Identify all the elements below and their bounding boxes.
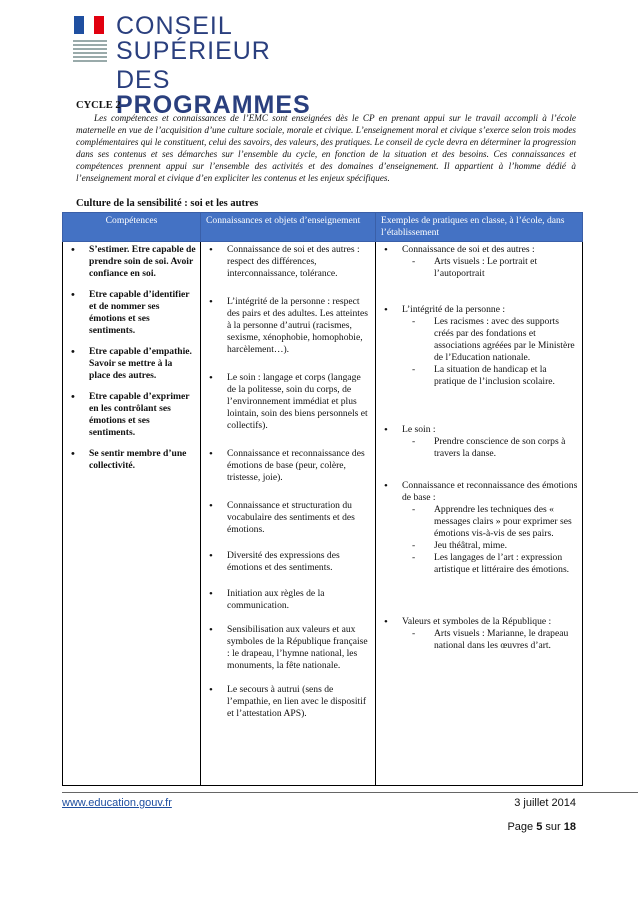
- connaissance-item: • Connaissance et structuration du vocabulaire des sentiments et des émotions.: [205, 500, 371, 536]
- exemple-label: • L’intégrité de la personne :: [402, 304, 506, 315]
- connaissance-item: • L’intégrité de la personne : respect des pairs et des adultes. Les atteintes à la personne d’autrui (racismes, sexisme, xénophobie, homophobie, harcèlement…).: [205, 296, 371, 356]
- exemple-sublist: [402, 628, 578, 652]
- page-label: Page: [507, 821, 534, 833]
- section-title: Culture de la sensibilité : soi et les autres: [76, 198, 259, 209]
- competences-table: [62, 212, 583, 786]
- header-competences: Compétences: [63, 213, 201, 242]
- connaissance-item: • Le secours à autrui (sens de l’empathie, en lien avec le dispositif et l’attestation APS).: [205, 684, 371, 720]
- connaissance-item: • Initiation aux règles de la communication.: [205, 588, 371, 612]
- exemple-item: [380, 244, 578, 280]
- exemple-subitem: - Prendre conscience de son corps à travers la danse.: [402, 436, 578, 460]
- table-row: [63, 242, 583, 786]
- ministry-text-lines: [73, 38, 107, 64]
- page-sep: sur: [545, 821, 561, 833]
- competences-cell: [63, 242, 201, 786]
- competences-list: [67, 244, 196, 472]
- table-header-row: [63, 213, 583, 242]
- competence-item: • Etre capable d’identifier et de nommer ses émotions et ses sentiments.: [67, 289, 196, 337]
- connaissances-list: [205, 244, 371, 720]
- exemples-list: [380, 244, 578, 652]
- footer-divider: [62, 792, 638, 793]
- exemple-sublist: [402, 316, 578, 388]
- exemple-item: [380, 616, 578, 652]
- exemple-sublist: [402, 256, 578, 280]
- competence-item: • Etre capable d’exprimer en les contrôlant ses émotions et ses sentiments.: [67, 391, 196, 439]
- brand-line-1: CONSEIL SUPÉRIEUR: [116, 12, 271, 65]
- competence-item: • S’estimer. Etre capable de prendre soin de soi. Avoir confiance en soi.: [67, 244, 196, 280]
- exemple-item: [380, 424, 578, 460]
- exemple-label: • Connaissance et reconnaissance des émotions de base :: [402, 480, 578, 503]
- exemples-cell: [376, 242, 583, 786]
- brand-line-2: [116, 68, 370, 118]
- connaissance-item: • Sensibilisation aux valeurs et aux symboles de la République française : le drapeau, l’hymne national, les monuments, la fête nationale.: [205, 624, 371, 672]
- footer-date: 3 juillet 2014: [514, 797, 576, 809]
- tricolor-flag-icon: [74, 16, 104, 34]
- exemple-sublist: [402, 504, 578, 576]
- exemple-item: [380, 304, 578, 388]
- connaissance-item: • Diversité des expressions des émotions et des sentiments.: [205, 550, 371, 574]
- page-current: 5: [536, 821, 543, 833]
- exemple-subitem: - Les langages de l’art : expression artistique et littéraire des émotions.: [402, 552, 578, 576]
- brand-name: [116, 14, 370, 118]
- exemple-subitem: - Les racismes : avec des supports créés par des fondations et associations agréées par le Ministère de l’Education nationale.: [402, 316, 578, 364]
- exemple-subitem: - Arts visuels : Marianne, le drapeau national dans les œuvres d’art.: [402, 628, 578, 652]
- competence-item: • Etre capable d’empathie. Savoir se mettre à la place des autres.: [67, 346, 196, 382]
- connaissance-item: • Connaissance de soi et des autres : respect des différences, interconnaissance, tolérance.: [205, 244, 371, 280]
- brand-line-2-prefix: DES: [116, 66, 171, 94]
- connaissance-item: • Le soin : langage et corps (langage de la politesse, soin du corps, de l’environnement immédiat et plus lointain, soin des biens personnels et collectifs).: [205, 372, 371, 432]
- exemple-subitem: - La situation de handicap et la pratique de l’inclusion scolaire.: [402, 364, 578, 388]
- page-total: 18: [563, 821, 576, 833]
- brand-line-2-bold: PROGRAMMES: [116, 91, 311, 119]
- exemple-subitem: - Apprendre les techniques des « messages clairs » pour exprimer ses émotions vis-à-vis de ses pairs.: [402, 504, 578, 540]
- exemple-subitem: - Jeu théâtral, mime.: [402, 540, 578, 552]
- exemple-label: • Valeurs et symboles de la République :: [402, 616, 552, 627]
- connaissance-item: • Connaissance et reconnaissance des émotions de base (peur, colère, tristesse, joie).: [205, 448, 371, 484]
- footer-url-link[interactable]: www.education.gouv.fr: [62, 797, 172, 809]
- footer-page-number: [507, 821, 576, 833]
- exemple-sublist: [402, 436, 578, 460]
- connaissances-cell: [201, 242, 376, 786]
- header-exemples: Exemples de pratiques en classe, à l’école, dans l’établissement: [376, 213, 583, 242]
- marianne-logo: [70, 12, 108, 76]
- competence-item: • Se sentir membre d’une collectivité.: [67, 448, 196, 472]
- header-connaissances: Connaissances et objets d’enseignement: [201, 213, 376, 242]
- intro-paragraph: Les compétences et connaissances de l’EMC sont enseignées dès le CP en prenant appui sur le travail accompli à l’école maternelle en vue de l’acquisition d’une culture sociale, morale et civique. L’enseignement moral et civique s’exerce selon trois modes complémentaires qui le constituent, celui des savoirs, des valeurs, des pratiques. Le conseil de cycle devra en déterminer la progression dans ses contenus et ses démarches sur l’ensemble du cycle, en fonction de la situation et des besoins. Ces connaissances et compétences prennent appui sur l’ensemble des activités et des domaines d’enseignement. Il appartient à l’homme dédié à l’enseignement moral et civique d’en expliciter les contenus et les enjeux spécifiques.: [76, 113, 576, 183]
- exemple-item: [380, 480, 578, 576]
- cycle-title: CYCLE 2: [76, 100, 121, 111]
- exemple-label: • Connaissance de soi et des autres :: [402, 244, 535, 255]
- exemple-subitem: - Arts visuels : Le portrait et l’autoportrait: [402, 256, 578, 280]
- exemple-label: • Le soin :: [402, 424, 436, 435]
